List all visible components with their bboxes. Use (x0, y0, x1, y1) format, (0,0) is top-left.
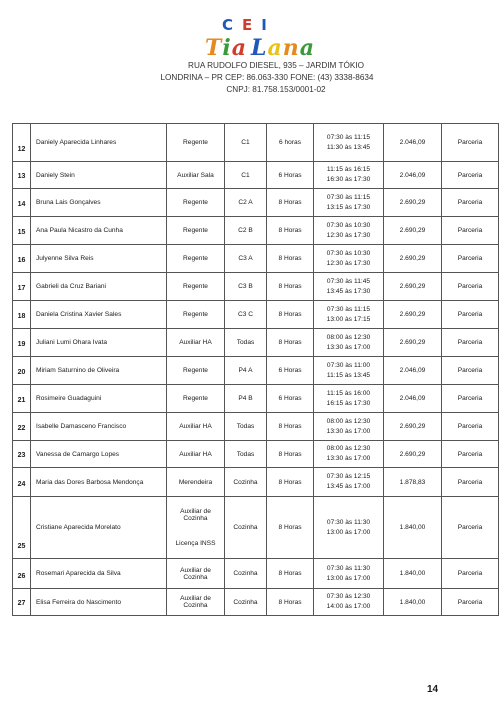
role-text: Auxiliar de Cozinha (180, 566, 211, 581)
work-schedule (314, 468, 384, 497)
table-row (13, 273, 499, 301)
contract-type: Parceria (442, 162, 499, 189)
schedule-line: 13:15 às 17:30 (326, 203, 371, 211)
salary: 2.690,29 (384, 273, 442, 301)
contract-type: Parceria (442, 217, 499, 245)
salary: 2.046,09 (384, 162, 442, 189)
class-group: Todas (225, 413, 267, 441)
employee-role (167, 357, 225, 385)
schedule-line: 07:30 às 11:30 (326, 518, 371, 526)
class-group: C1 (225, 162, 267, 189)
table-row (13, 385, 499, 413)
schedule-line: 08:00 às 12:30 (326, 417, 371, 425)
work-schedule (314, 189, 384, 217)
row-number: 27 (13, 589, 31, 616)
row-number: 23 (13, 441, 31, 468)
row-number: 22 (13, 413, 31, 441)
contract-type: Parceria (442, 124, 499, 162)
employee-name: Vanessa de Camargo Lopes (31, 441, 167, 468)
schedule-line: 07:30 às 11:15 (326, 133, 371, 141)
employee-name: Juliani Lumi Ohara Ivata (31, 329, 167, 357)
table-row (13, 189, 499, 217)
contract-type: Parceria (442, 357, 499, 385)
work-hours: 8 Horas (267, 413, 314, 441)
role-text: Regente (183, 139, 208, 146)
role-text: Auxiliar HA (179, 423, 212, 430)
employee-name: Daniely Stein (31, 162, 167, 189)
salary: 2.690,29 (384, 441, 442, 468)
role-text: Auxiliar Sala (177, 171, 214, 179)
table-row (13, 559, 499, 589)
salary: 1.878,83 (384, 468, 442, 497)
table-row (13, 217, 499, 245)
address-line: RUA RUDOLFO DIESEL, 935 – JARDIM TÓKIO (188, 61, 364, 70)
employee-role (167, 559, 225, 589)
role-note: Licença INSS (175, 540, 216, 547)
work-schedule (314, 217, 384, 245)
schedule-line: 13:45 às 17:30 (326, 287, 371, 295)
schedule-line: 12:30 às 17:30 (326, 259, 371, 267)
role-text: Merendeira (178, 478, 213, 486)
employee-name: Miriam Saturnino de Oliveira (31, 357, 167, 385)
work-schedule (314, 301, 384, 329)
class-group: Cozinha (225, 497, 267, 559)
employee-name: Julyenne Silva Reis (31, 245, 167, 273)
work-hours: 8 Horas (267, 497, 314, 559)
work-hours: 8 Horas (267, 189, 314, 217)
schedule-line: 11:15 às 16:15 (326, 166, 371, 173)
salary: 2.690,29 (384, 329, 442, 357)
row-number: 18 (13, 301, 31, 329)
row-number: 17 (13, 273, 31, 301)
work-schedule (314, 559, 384, 589)
work-hours: 8 Horas (267, 329, 314, 357)
employee-name: Bruna Lais Gonçalves (31, 189, 167, 217)
role-text: Auxiliar HA (179, 450, 212, 458)
salary: 2.690,29 (384, 217, 442, 245)
work-schedule (314, 589, 384, 616)
staff-table (12, 123, 499, 616)
schedule-line: 08:00 às 12:30 (326, 333, 371, 341)
school-logo: Tia Lana (205, 35, 315, 61)
row-number: 21 (13, 385, 31, 413)
employee-role (167, 468, 225, 497)
salary: 2.046,09 (384, 124, 442, 162)
schedule-line: 07:30 às 12:15 (326, 473, 371, 480)
contract-type: Parceria (442, 301, 499, 329)
employee-name: Elisa Ferreira do Nascimento (31, 589, 167, 616)
contract-type: Parceria (442, 559, 499, 589)
role-text: Regente (183, 227, 208, 234)
schedule-line: 16:15 às 17:30 (326, 399, 371, 407)
class-group: C3 B (225, 273, 267, 301)
table-row (13, 468, 499, 497)
schedule-line: 13:30 às 17:00 (326, 455, 371, 462)
salary: 2.690,29 (384, 301, 442, 329)
class-group: P4 A (225, 357, 267, 385)
work-schedule (314, 441, 384, 468)
schedule-line: 07:30 às 11:15 (326, 305, 371, 313)
schedule-line: 07:30 às 11:00 (326, 361, 371, 369)
row-number: 15 (13, 217, 31, 245)
work-schedule (314, 245, 384, 273)
work-schedule (314, 413, 384, 441)
employee-role (167, 162, 225, 189)
role-text: Auxiliar HA (179, 339, 212, 346)
row-number: 20 (13, 357, 31, 385)
role-text: Regente (183, 199, 208, 206)
class-group: Cozinha (225, 468, 267, 497)
contract-type: Parceria (442, 189, 499, 217)
class-group: C2 A (225, 189, 267, 217)
contact-line: LONDRINA – PR CEP: 86.063-330 FONE: (43) 3338-8634 (160, 73, 374, 82)
table-row (13, 329, 499, 357)
table-row (13, 413, 499, 441)
letterhead (0, 0, 504, 110)
employee-name: Cristiane Aparecida Morelato (31, 497, 167, 559)
class-group: Todas (225, 441, 267, 468)
schedule-line: 07:30 às 11:30 (326, 564, 371, 572)
employee-name: Daniely Aparecida Linhares (31, 124, 167, 162)
employee-name: Rosimeire Guadaguini (31, 385, 167, 413)
work-hours: 6 Horas (267, 162, 314, 189)
salary: 1.840,00 (384, 589, 442, 616)
role-text: Regente (183, 395, 208, 402)
work-hours: 8 Horas (267, 301, 314, 329)
role-text: Auxiliar de Cozinha (180, 595, 211, 609)
class-group: Todas (225, 329, 267, 357)
schedule-line: 08:00 às 12:30 (326, 445, 371, 452)
salary: 1.840,00 (384, 497, 442, 559)
role-text: Regente (183, 367, 208, 374)
schedule-line: 07:30 às 11:15 (326, 193, 371, 201)
contract-type: Parceria (442, 329, 499, 357)
cei-letter-c: C (222, 16, 243, 34)
schedule-line: 11:15 às 13:45 (326, 371, 371, 379)
class-group: Cozinha (225, 559, 267, 589)
schedule-line: 13:00 às 17:00 (326, 528, 371, 536)
contract-type: Parceria (442, 413, 499, 441)
work-schedule (314, 357, 384, 385)
contract-type: Parceria (442, 273, 499, 301)
work-schedule (314, 497, 384, 559)
row-number: 13 (13, 162, 31, 189)
schedule-line: 16:30 às 17:30 (326, 176, 371, 183)
employee-role (167, 329, 225, 357)
class-group: Cozinha (225, 589, 267, 616)
employee-name: Maria das Dores Barbosa Mendonça (31, 468, 167, 497)
employee-role (167, 189, 225, 217)
cnpj-line: CNPJ: 81.758.153/0001-02 (226, 85, 326, 94)
work-schedule (314, 385, 384, 413)
class-group: P4 B (225, 385, 267, 413)
contract-type: Parceria (442, 589, 499, 616)
role-text: Regente (183, 311, 208, 318)
employee-role (167, 441, 225, 468)
salary: 2.690,29 (384, 413, 442, 441)
employee-role (167, 217, 225, 245)
employee-role (167, 589, 225, 616)
work-schedule (314, 124, 384, 162)
contract-type: Parceria (442, 497, 499, 559)
employee-role (167, 245, 225, 273)
cei-letter-e: E (242, 16, 262, 34)
work-hours: 8 Horas (267, 441, 314, 468)
class-group: C2 B (225, 217, 267, 245)
work-hours: 6 Horas (267, 357, 314, 385)
work-hours: 8 Horas (267, 273, 314, 301)
row-number: 19 (13, 329, 31, 357)
class-group: C1 (225, 124, 267, 162)
schedule-line: 07:30 às 10:30 (326, 249, 371, 257)
employee-name: Ana Paula Nicastro da Cunha (31, 217, 167, 245)
table-row (13, 441, 499, 468)
table-row (13, 245, 499, 273)
contract-type: Parceria (442, 468, 499, 497)
salary: 1.840,00 (384, 559, 442, 589)
schedule-line: 07:30 às 11:45 (326, 277, 371, 285)
employee-role (167, 497, 225, 559)
row-number: 25 (13, 497, 31, 559)
employee-name: Rosemari Aparecida da Silva (31, 559, 167, 589)
salary: 2.046,09 (384, 385, 442, 413)
schedule-line: 11:30 às 13:45 (326, 143, 371, 151)
employee-role (167, 385, 225, 413)
work-schedule (314, 162, 384, 189)
employee-name: Gabrieli da Cruz Bariani (31, 273, 167, 301)
table-row (13, 357, 499, 385)
cei-letter-i: I (261, 16, 276, 34)
class-group: C3 A (225, 245, 267, 273)
schedule-line: 14:00 às 17:00 (326, 603, 371, 610)
row-number: 14 (13, 189, 31, 217)
table-row (13, 162, 499, 189)
role-text: Auxiliar de Cozinha (180, 508, 211, 522)
table-row (13, 589, 499, 616)
work-hours: 8 Horas (267, 217, 314, 245)
schedule-line: 13:30 às 17:00 (326, 343, 371, 351)
work-schedule (314, 273, 384, 301)
work-hours: 6 Horas (267, 385, 314, 413)
work-hours: 8 Horas (267, 589, 314, 616)
table-row (13, 497, 499, 559)
table-row (13, 124, 499, 162)
schedule-line: 13:00 às 17:00 (326, 574, 371, 582)
row-number: 12 (13, 124, 31, 162)
employee-role (167, 273, 225, 301)
class-group: C3 C (225, 301, 267, 329)
salary: 2.046,09 (384, 357, 442, 385)
row-number: 24 (13, 468, 31, 497)
employee-name: Daniela Cristina Xavier Sales (31, 301, 167, 329)
contract-type: Parceria (442, 245, 499, 273)
page-number: 14 (427, 684, 439, 695)
table-row (13, 301, 499, 329)
work-hours: 8 Horas (267, 245, 314, 273)
work-hours: 8 Horas (267, 559, 314, 589)
contract-type: Parceria (442, 385, 499, 413)
contract-type: Parceria (442, 441, 499, 468)
schedule-line: 12:30 às 17:30 (326, 231, 371, 239)
work-hours: 8 Horas (267, 468, 314, 497)
employee-role (167, 124, 225, 162)
cei-title (222, 16, 276, 34)
role-text: Regente (183, 255, 208, 262)
schedule-line: 07:30 às 12:30 (326, 593, 371, 600)
schedule-line: 13:30 às 17:00 (326, 427, 371, 435)
row-number: 26 (13, 559, 31, 589)
role-text: Regente (183, 283, 208, 290)
schedule-line: 13:45 às 17:00 (326, 483, 371, 490)
employee-role (167, 301, 225, 329)
work-hours: 6 horas (267, 124, 314, 162)
salary: 2.690,29 (384, 189, 442, 217)
schedule-line: 07:30 às 10:30 (326, 221, 371, 229)
schedule-line: 11:15 às 16:00 (326, 389, 371, 397)
employee-role (167, 413, 225, 441)
employee-name: Isabelle Damasceno Francisco (31, 413, 167, 441)
row-number: 16 (13, 245, 31, 273)
work-schedule (314, 329, 384, 357)
schedule-line: 13:00 às 17:15 (326, 315, 371, 323)
salary: 2.690,29 (384, 245, 442, 273)
